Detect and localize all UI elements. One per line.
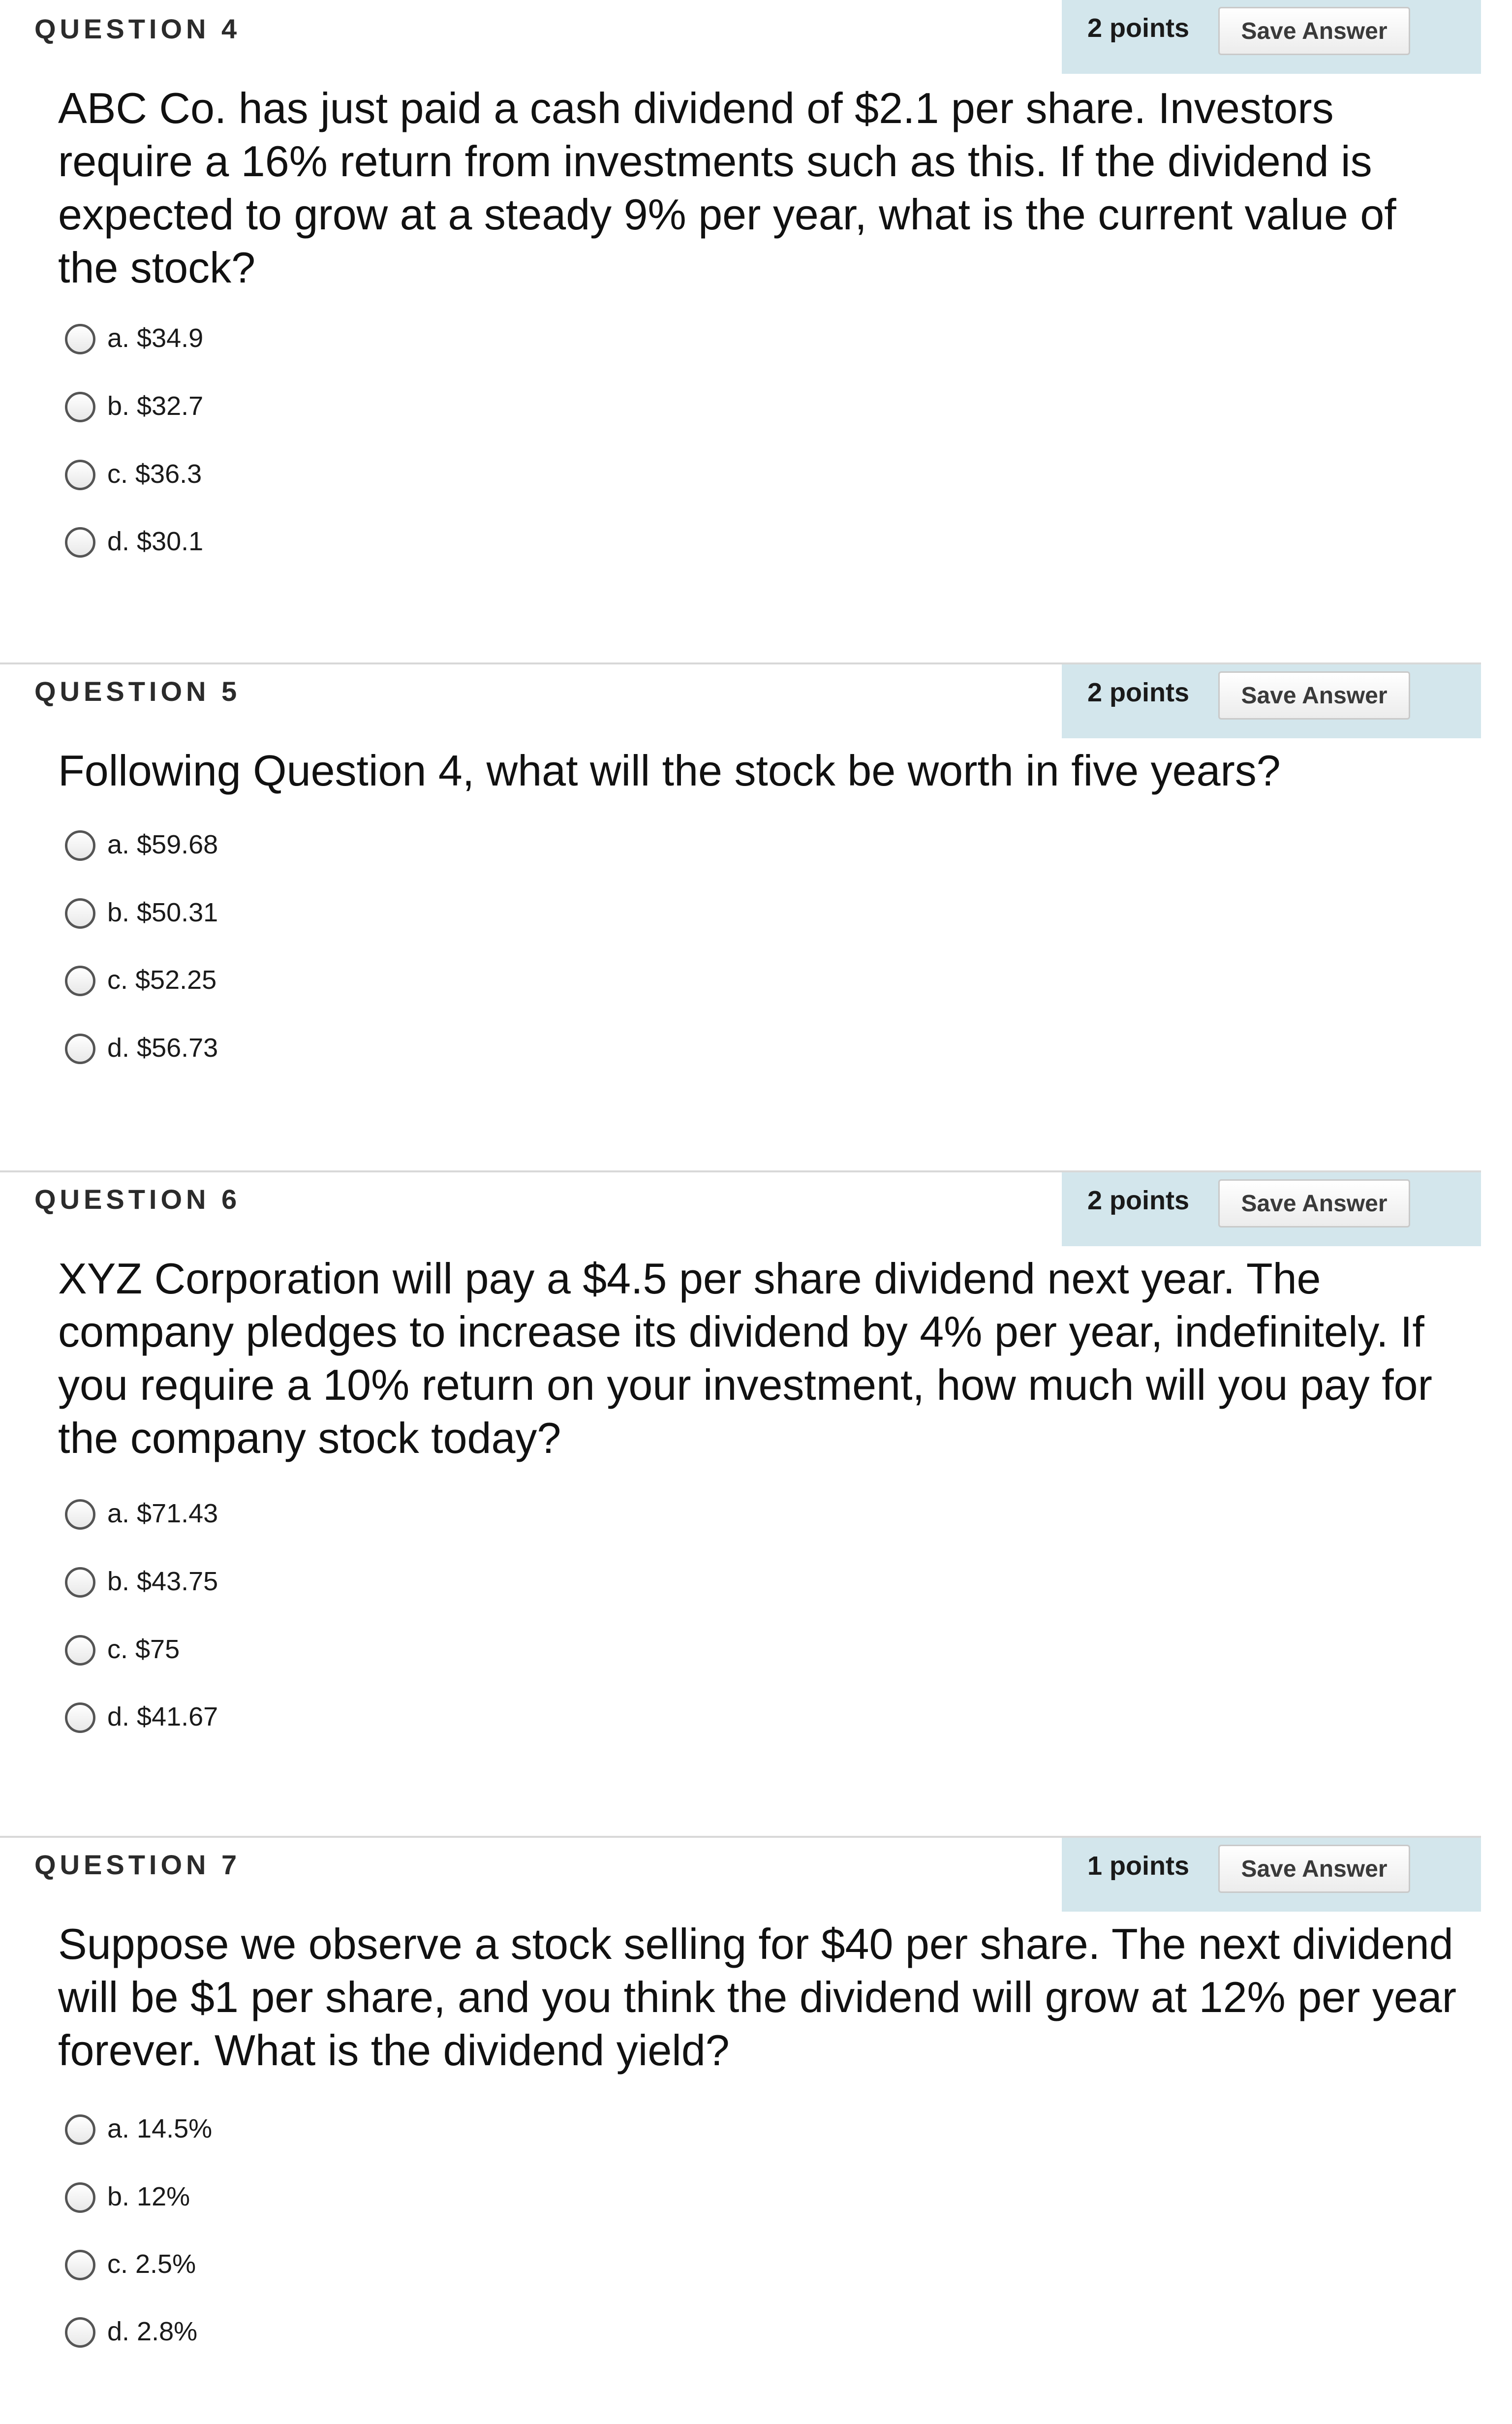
option-label: d. $41.67 [107,1702,218,1731]
option-label: c. $36.3 [107,459,202,489]
option-label: b. $32.7 [107,391,204,421]
option-label: a. $71.43 [107,1499,218,1528]
option-label: c. 2.5% [107,2249,196,2279]
points-panel [1062,0,1481,74]
radio-button[interactable] [65,1702,95,1733]
question-title: QUESTION 5 [34,676,241,707]
question-title: QUESTION 7 [34,1849,241,1880]
option-label: a. $59.68 [107,830,218,859]
option-label: b. $50.31 [107,898,218,927]
save-answer-button[interactable]: Save Answer [1218,671,1410,720]
radio-button[interactable] [65,830,95,861]
radio-button[interactable] [65,1034,95,1064]
question-text: Following Question 4, what will the stock be worth in five years? [58,746,1281,795]
question-text: XYZ Corporation will pay a $4.5 per share dividend next year. The company pledges to increase its dividend by 4% per year, indefinitely. If you require a 10% return on your investment, how much will you pay for the company stock today? [58,1254,1432,1462]
save-answer-button[interactable]: Save Answer [1218,7,1410,55]
save-answer-button[interactable]: Save Answer [1218,1845,1410,1893]
option-label: b. 12% [107,2182,190,2211]
option-label: c. $75 [107,1635,180,1664]
radio-button[interactable] [65,966,95,996]
radio-button[interactable] [65,527,95,558]
radio-button[interactable] [65,2250,95,2280]
points-label: 2 points [1087,678,1190,707]
radio-button[interactable] [65,898,95,929]
radio-button[interactable] [65,2317,95,2348]
radio-button[interactable] [65,1499,95,1530]
points-label: 1 points [1087,1851,1190,1881]
question-title: QUESTION 6 [34,1184,241,1215]
radio-button[interactable] [65,2114,95,2145]
option-label: a. 14.5% [107,2114,213,2143]
option-label: b. $43.75 [107,1567,218,1596]
points-panel [1062,1172,1481,1246]
points-label: 2 points [1087,13,1190,43]
question-text: ABC Co. has just paid a cash dividend of $2.1 per share. Investors require a 16% return from investments such as this. If the dividend is expected to grow at a steady 9% per year, what is the current value of the stock? [58,84,1396,292]
points-panel [1062,664,1481,738]
points-panel [1062,1838,1481,1912]
radio-button[interactable] [65,1567,95,1598]
option-label: d. 2.8% [107,2317,198,2346]
radio-button[interactable] [65,324,95,354]
option-label: d. $30.1 [107,527,204,556]
points-label: 2 points [1087,1186,1190,1215]
save-answer-button[interactable]: Save Answer [1218,1179,1410,1228]
question-title: QUESTION 4 [34,13,241,44]
option-label: a. $34.9 [107,323,204,353]
radio-button[interactable] [65,460,95,490]
question-text: Suppose we observe a stock selling for $40 per share. The next dividend will be $1 per share, and you think the dividend will grow at 12% per year forever. What is the dividend yield? [58,1920,1457,2075]
radio-button[interactable] [65,2182,95,2213]
radio-button[interactable] [65,392,95,422]
radio-button[interactable] [65,1635,95,1666]
option-label: c. $52.25 [107,965,217,995]
option-label: d. $56.73 [107,1033,218,1063]
